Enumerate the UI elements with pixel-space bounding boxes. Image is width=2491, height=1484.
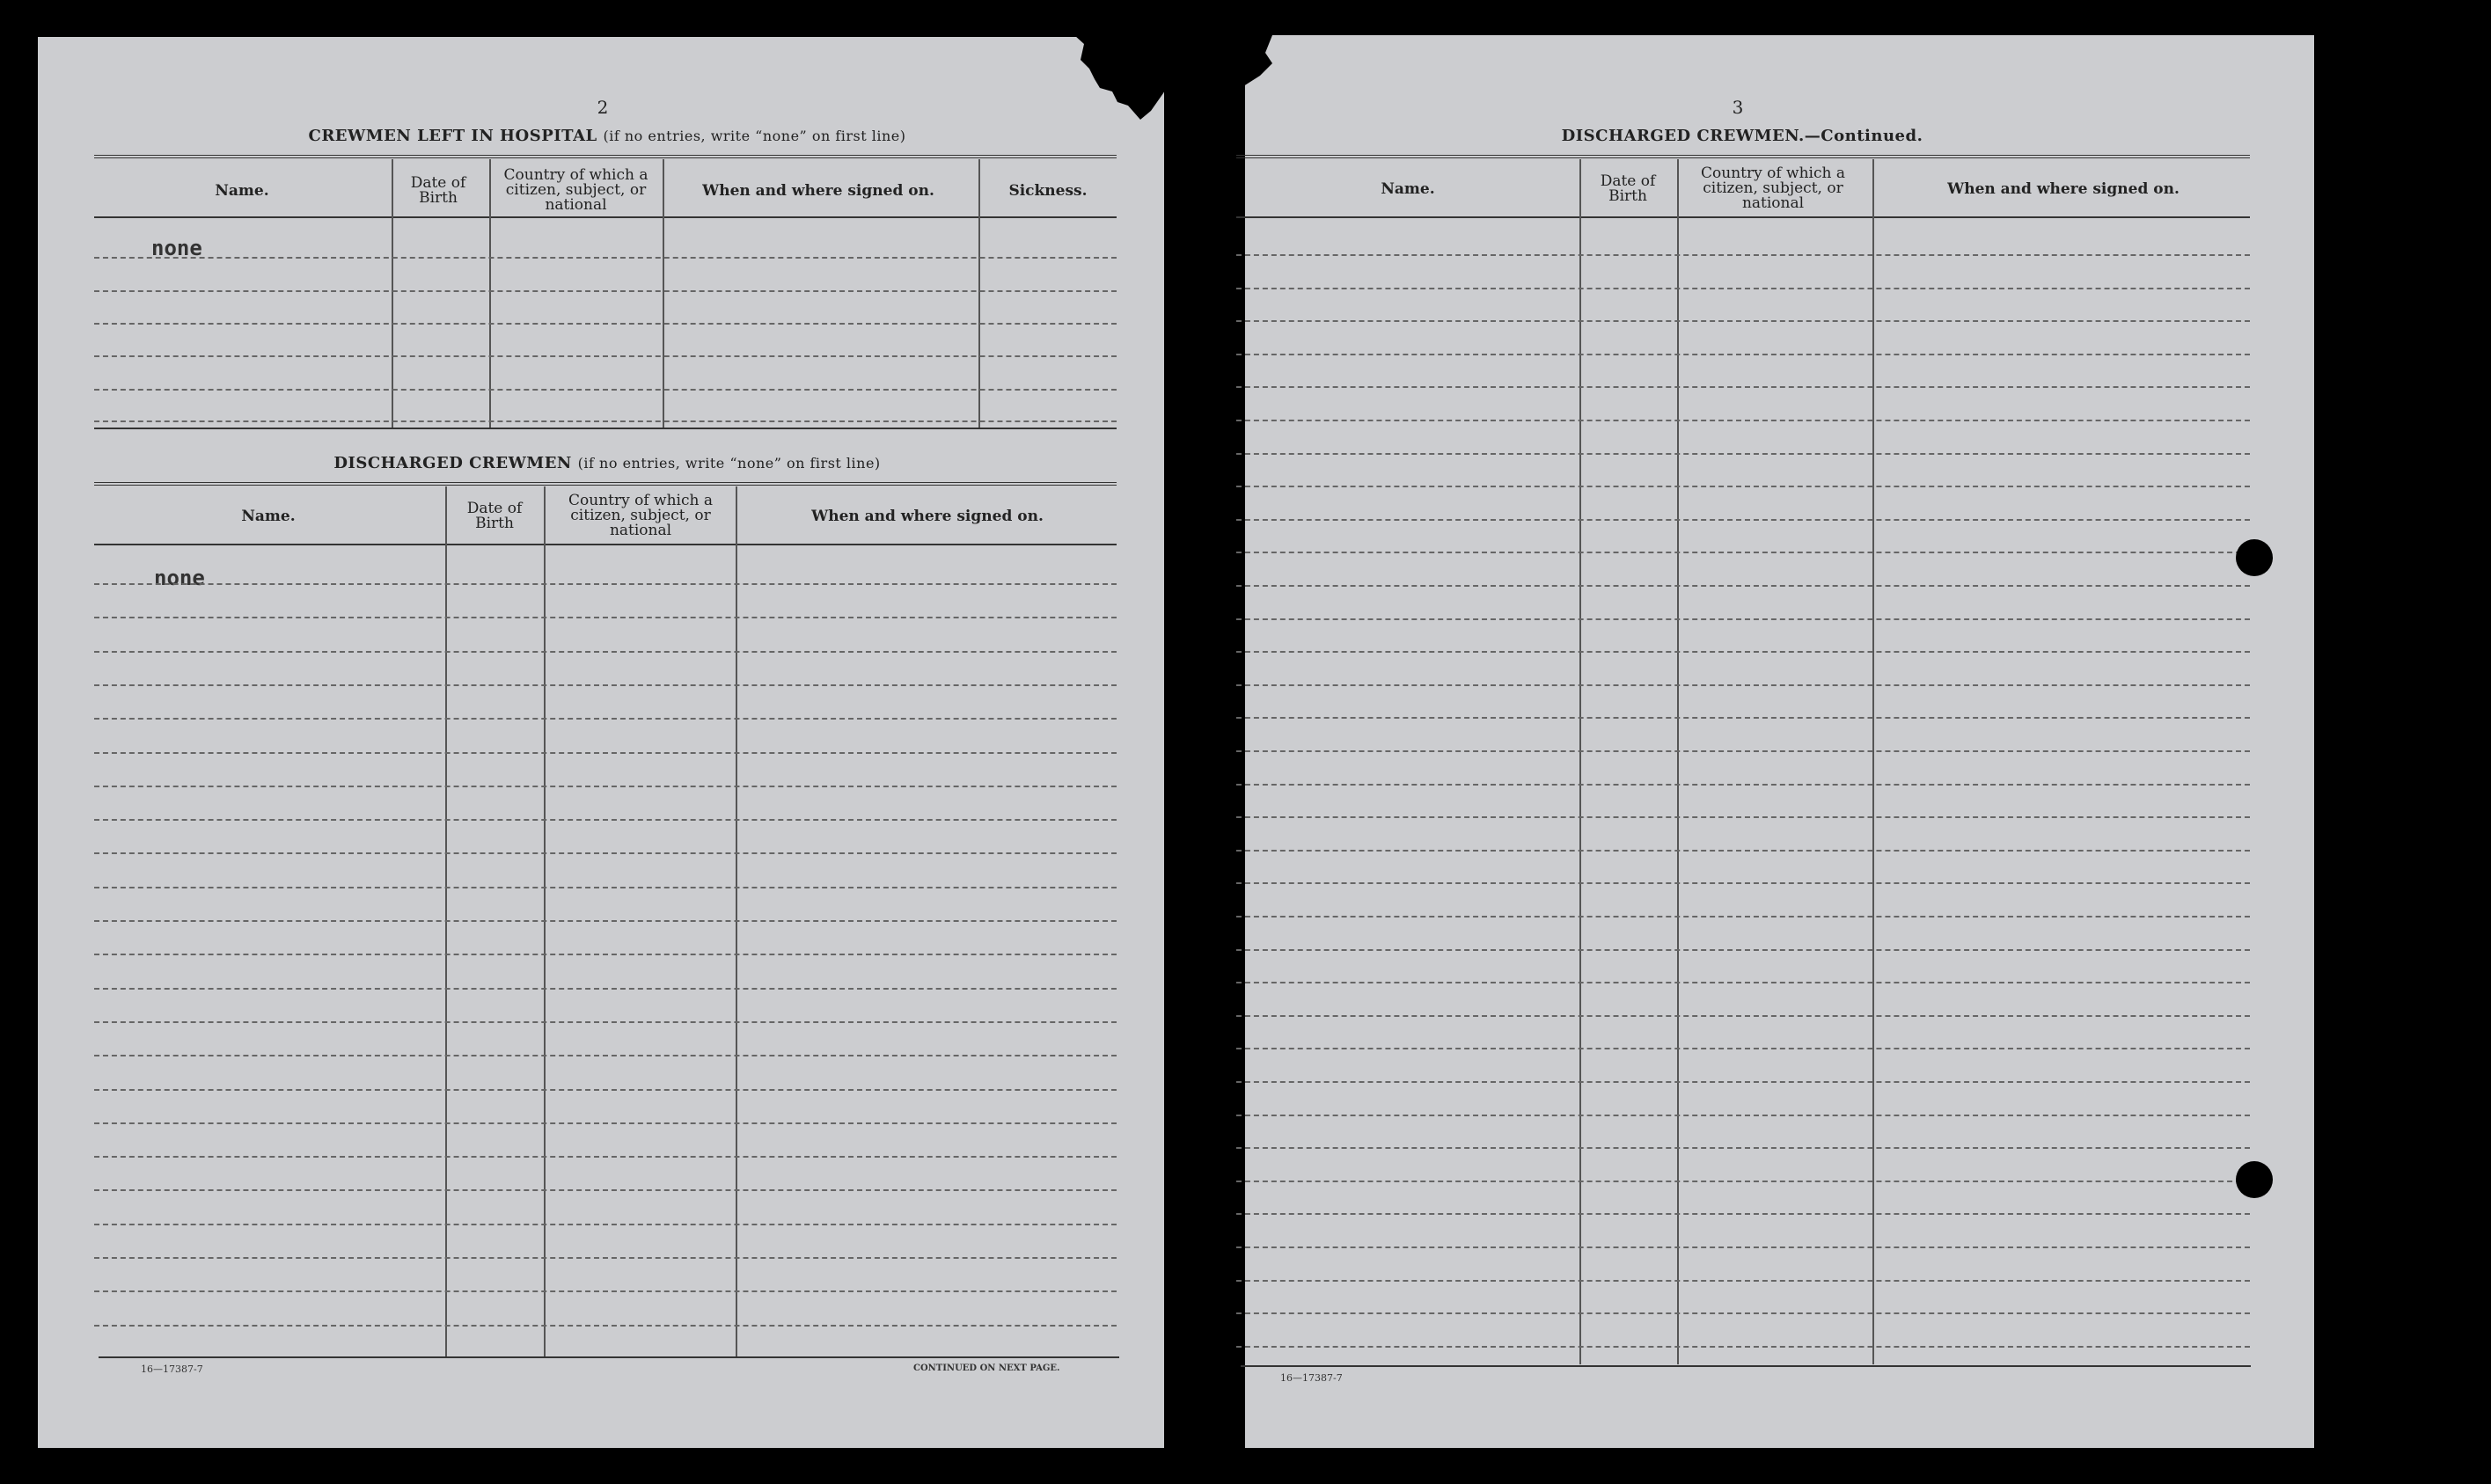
entry-line [1236,453,2250,455]
handwritten-entry: none [151,236,202,260]
right-page [1245,35,2314,1448]
entry-line [94,1055,1117,1056]
entry-line [1236,684,2250,686]
col-header-name: Name. [215,181,269,200]
entry-line [1236,1015,2250,1017]
entry-line [1236,519,2250,521]
header-rule [1236,155,2250,158]
entry-line [1236,982,2250,983]
entry-line [1236,850,2250,852]
col-header-signed: When and where signed on. [1947,179,2180,198]
discharged-subtitle-text: (if no entries, write “none” on first line) [577,455,881,472]
entry-line [94,954,1117,955]
col-header-country: Country of which a citizen, subject, or national [1701,164,1845,212]
col-header-signed: When and where signed on. [811,507,1044,525]
entry-line [1236,1312,2250,1314]
header-rule [94,482,1117,486]
entry-line [94,852,1117,854]
entry-line [1236,916,2250,917]
form-number: 16—17387-7 [1280,1372,1343,1384]
col-header-signed: When and where signed on. [702,181,934,200]
entry-line [94,617,1117,618]
entry-line [1236,420,2250,421]
entry-line [1236,1280,2250,1282]
entry-line [94,1257,1117,1259]
entry-line [94,1156,1117,1158]
entry-line [1236,1246,2250,1248]
entry-line [94,290,1117,292]
entry-line [94,1122,1117,1124]
entry-line [94,355,1117,357]
entry-line [1236,949,2250,951]
entry-line [1236,1115,2250,1116]
entry-line [1236,320,2250,322]
entry-line [1236,717,2250,719]
entry-line [94,323,1117,325]
header-bottom-rule [94,544,1117,545]
entry-line [94,718,1117,720]
col-header-country: Country of which a citizen, subject, or national [568,491,713,539]
entry-line [1236,618,2250,620]
entry-line [1236,354,2250,355]
col-header-birth: Date of Birth [1600,172,1656,205]
entry-line [1236,386,2250,388]
header-bottom-rule [94,216,1117,218]
entry-line [1236,1048,2250,1049]
entry-line [94,684,1117,686]
punch-hole [2236,539,2273,576]
entry-line [94,1189,1117,1191]
entry-line [94,1224,1117,1225]
entry-line [94,1325,1117,1327]
entry-line [1236,816,2250,818]
right-section-title: DISCHARGED CREWMEN.—Continued. [1561,127,1923,145]
header-bottom-rule [1236,216,2250,218]
hospital-section-title [264,127,950,145]
col-divider [489,159,491,428]
entry-line [1236,1346,2250,1348]
entry-line [1236,254,2250,256]
entry-line [1236,585,2250,587]
entry-line [94,1021,1117,1023]
entry-line [94,389,1117,391]
hospital-title-text: CREWMEN LEFT IN HOSPITAL [308,127,597,145]
entry-line [94,1290,1117,1292]
punch-hole [2236,1161,2273,1198]
entry-line [1236,784,2250,786]
col-divider [978,159,980,428]
entry-line [1236,486,2250,487]
entry-line [1236,882,2250,884]
handwritten-entry: none [154,566,205,590]
entry-line [94,887,1117,888]
col-header-name: Name. [1381,179,1435,198]
col-divider [1677,159,1679,1364]
entry-line [94,786,1117,787]
col-divider [663,159,664,428]
col-header-country: Country of which a citizen, subject, or national [503,165,648,214]
entry-line [94,752,1117,754]
torn-notch [1065,26,1276,123]
entry-line [1236,1213,2250,1215]
hospital-subtitle-text: (if no entries, write “none” on first line) [603,128,906,144]
header-rule [94,155,1117,158]
entry-line [94,257,1117,259]
page-number: 3 [1732,97,1744,118]
col-header-sickness: Sickness. [1008,181,1088,200]
entry-line [1236,1181,2250,1182]
col-header-name: Name. [241,507,296,525]
entry-line [94,920,1117,922]
discharged-title-text: DISCHARGED CREWMEN [333,454,572,472]
col-divider [1872,159,1874,1364]
entry-line [94,1089,1117,1091]
entry-line [94,651,1117,653]
entry-line [94,420,1117,422]
entry-line [1236,1081,2250,1083]
section-bottom-rule [94,428,1117,429]
entry-line [1236,1147,2250,1149]
entry-line [1236,552,2250,553]
col-divider [1579,159,1581,1364]
entry-line [94,988,1117,990]
entry-line [1236,750,2250,752]
col-header-birth: Date of Birth [466,500,523,532]
discharged-section-title [264,454,950,472]
form-number: 16—17387-7 [141,1363,203,1375]
entry-line [1236,651,2250,653]
page-number: 2 [597,97,609,118]
scan-speck [2455,462,2458,464]
entry-line [94,583,1117,585]
entry-line [94,819,1117,821]
continued-note: CONTINUED ON NEXT PAGE. [913,1363,1060,1373]
page-bottom-rule [99,1356,1119,1358]
col-header-birth: Date of Birth [410,174,466,207]
entry-line [1236,288,2250,289]
left-page [38,37,1164,1448]
col-divider [392,159,393,428]
page-bottom-rule [1241,1365,2251,1367]
